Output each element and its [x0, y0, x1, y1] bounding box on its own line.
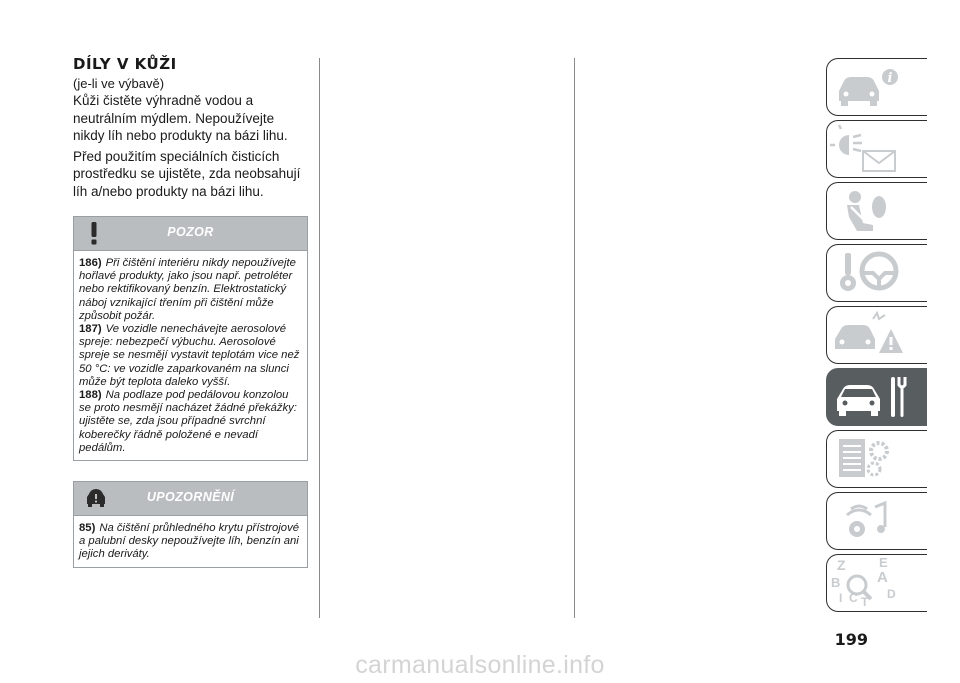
caution-item-text: Na čištění průhledného krytu přístrojové a palubní desky nepoužívejte líh, benzín ani jejich deriváty.: [79, 522, 300, 561]
section-heading: DÍLY V KŮŽI: [73, 55, 177, 73]
index-letter: T: [861, 595, 869, 609]
warning-box-header: [74, 217, 307, 251]
caution-box: [73, 481, 308, 568]
warning-item: [79, 323, 303, 389]
index-letter: E: [879, 555, 888, 570]
technical-data-gears-icon: [827, 431, 927, 487]
svg-text:i: i: [887, 71, 893, 86]
watermark: carmanualsonline.info: [355, 651, 605, 679]
leather-section: [73, 55, 306, 200]
tab-maintenance[interactable]: [826, 368, 927, 426]
multimedia-icon: [827, 493, 927, 549]
section-subtitle: (je-li ve výbavě): [73, 76, 165, 91]
tab-lights-messages[interactable]: [826, 120, 927, 178]
car-crash-warning-icon: [827, 307, 927, 363]
warning-item-text: Ve vozidle nenechávejte aerosolové spreje: nebezpečí výbuchu. Aerosolové spreje se nesmějí vystavit teplotám vice než 50 °C: ve vozidle zaparkovaném na slunci může být teplota daleko vyšší.: [79, 323, 300, 388]
tab-safety[interactable]: [826, 182, 927, 240]
car-info-icon: [827, 59, 927, 115]
warning-item: [79, 257, 303, 323]
warning-box: [73, 216, 308, 461]
index-letter: B: [831, 575, 841, 590]
column-divider: [574, 58, 575, 618]
caution-box-body: [74, 516, 307, 567]
warning-item-text: Na podlaze pod pedálovou konzolou se proto nesmějí nacházet žádné překážky: ujistěte se, zda jsou případné svrchní koberečky řádně položené e nevadí pedálům.: [79, 389, 297, 454]
car-maintenance-wrench-icon: [827, 369, 927, 425]
caution-item-number: 85): [79, 522, 96, 534]
warning-item-number: 187): [79, 323, 102, 336]
warning-item-number: 186): [79, 257, 102, 269]
caution-item: [79, 522, 303, 562]
tab-starting-driving[interactable]: [826, 244, 927, 302]
seat-airbag-icon: [827, 183, 927, 239]
tab-multimedia[interactable]: [826, 492, 927, 550]
tab-technical-data[interactable]: [826, 430, 927, 488]
column-divider: [319, 58, 320, 618]
page-number: 199: [834, 630, 868, 649]
caution-box-header: [74, 482, 307, 516]
lights-message-icon: [827, 121, 927, 177]
index-letter: D: [887, 587, 896, 601]
warning-item: [79, 389, 303, 455]
warning-box-body: [74, 251, 307, 460]
tab-car-info[interactable]: [826, 58, 927, 116]
index-letter: C: [849, 591, 858, 605]
paragraph-1: Kůži čistěte výhradně vodou a neutrálním mýdlem. Nepoužívejte nikdy líh nebo produkty na bázi lihu.: [73, 93, 288, 143]
key-steering-icon: [827, 245, 927, 301]
index-letter: I: [839, 591, 843, 605]
tab-emergency[interactable]: [826, 306, 927, 364]
tab-index[interactable]: [826, 554, 927, 612]
warning-box-title: POZOR: [167, 225, 214, 239]
warning-item-text: Při čištění interiéru nikdy nepoužívejte hořlavé produkty, jako jsou např. petroléter nebo rektifikovaný benzín. Elektrostatický náboj vznikající třením při čištění může způsobit požár.: [79, 257, 296, 322]
paragraph-2: Před použitím speciálních čisticích prostředku se ujistěte, zda neobsahují líh a/nebo produkty na bázi lihu.: [73, 148, 301, 199]
caution-box-title: UPOZORNĚNÍ: [146, 490, 235, 504]
warning-item-number: 188): [79, 389, 102, 402]
index-letter: A: [877, 569, 888, 586]
index-letter: Z: [837, 557, 846, 573]
